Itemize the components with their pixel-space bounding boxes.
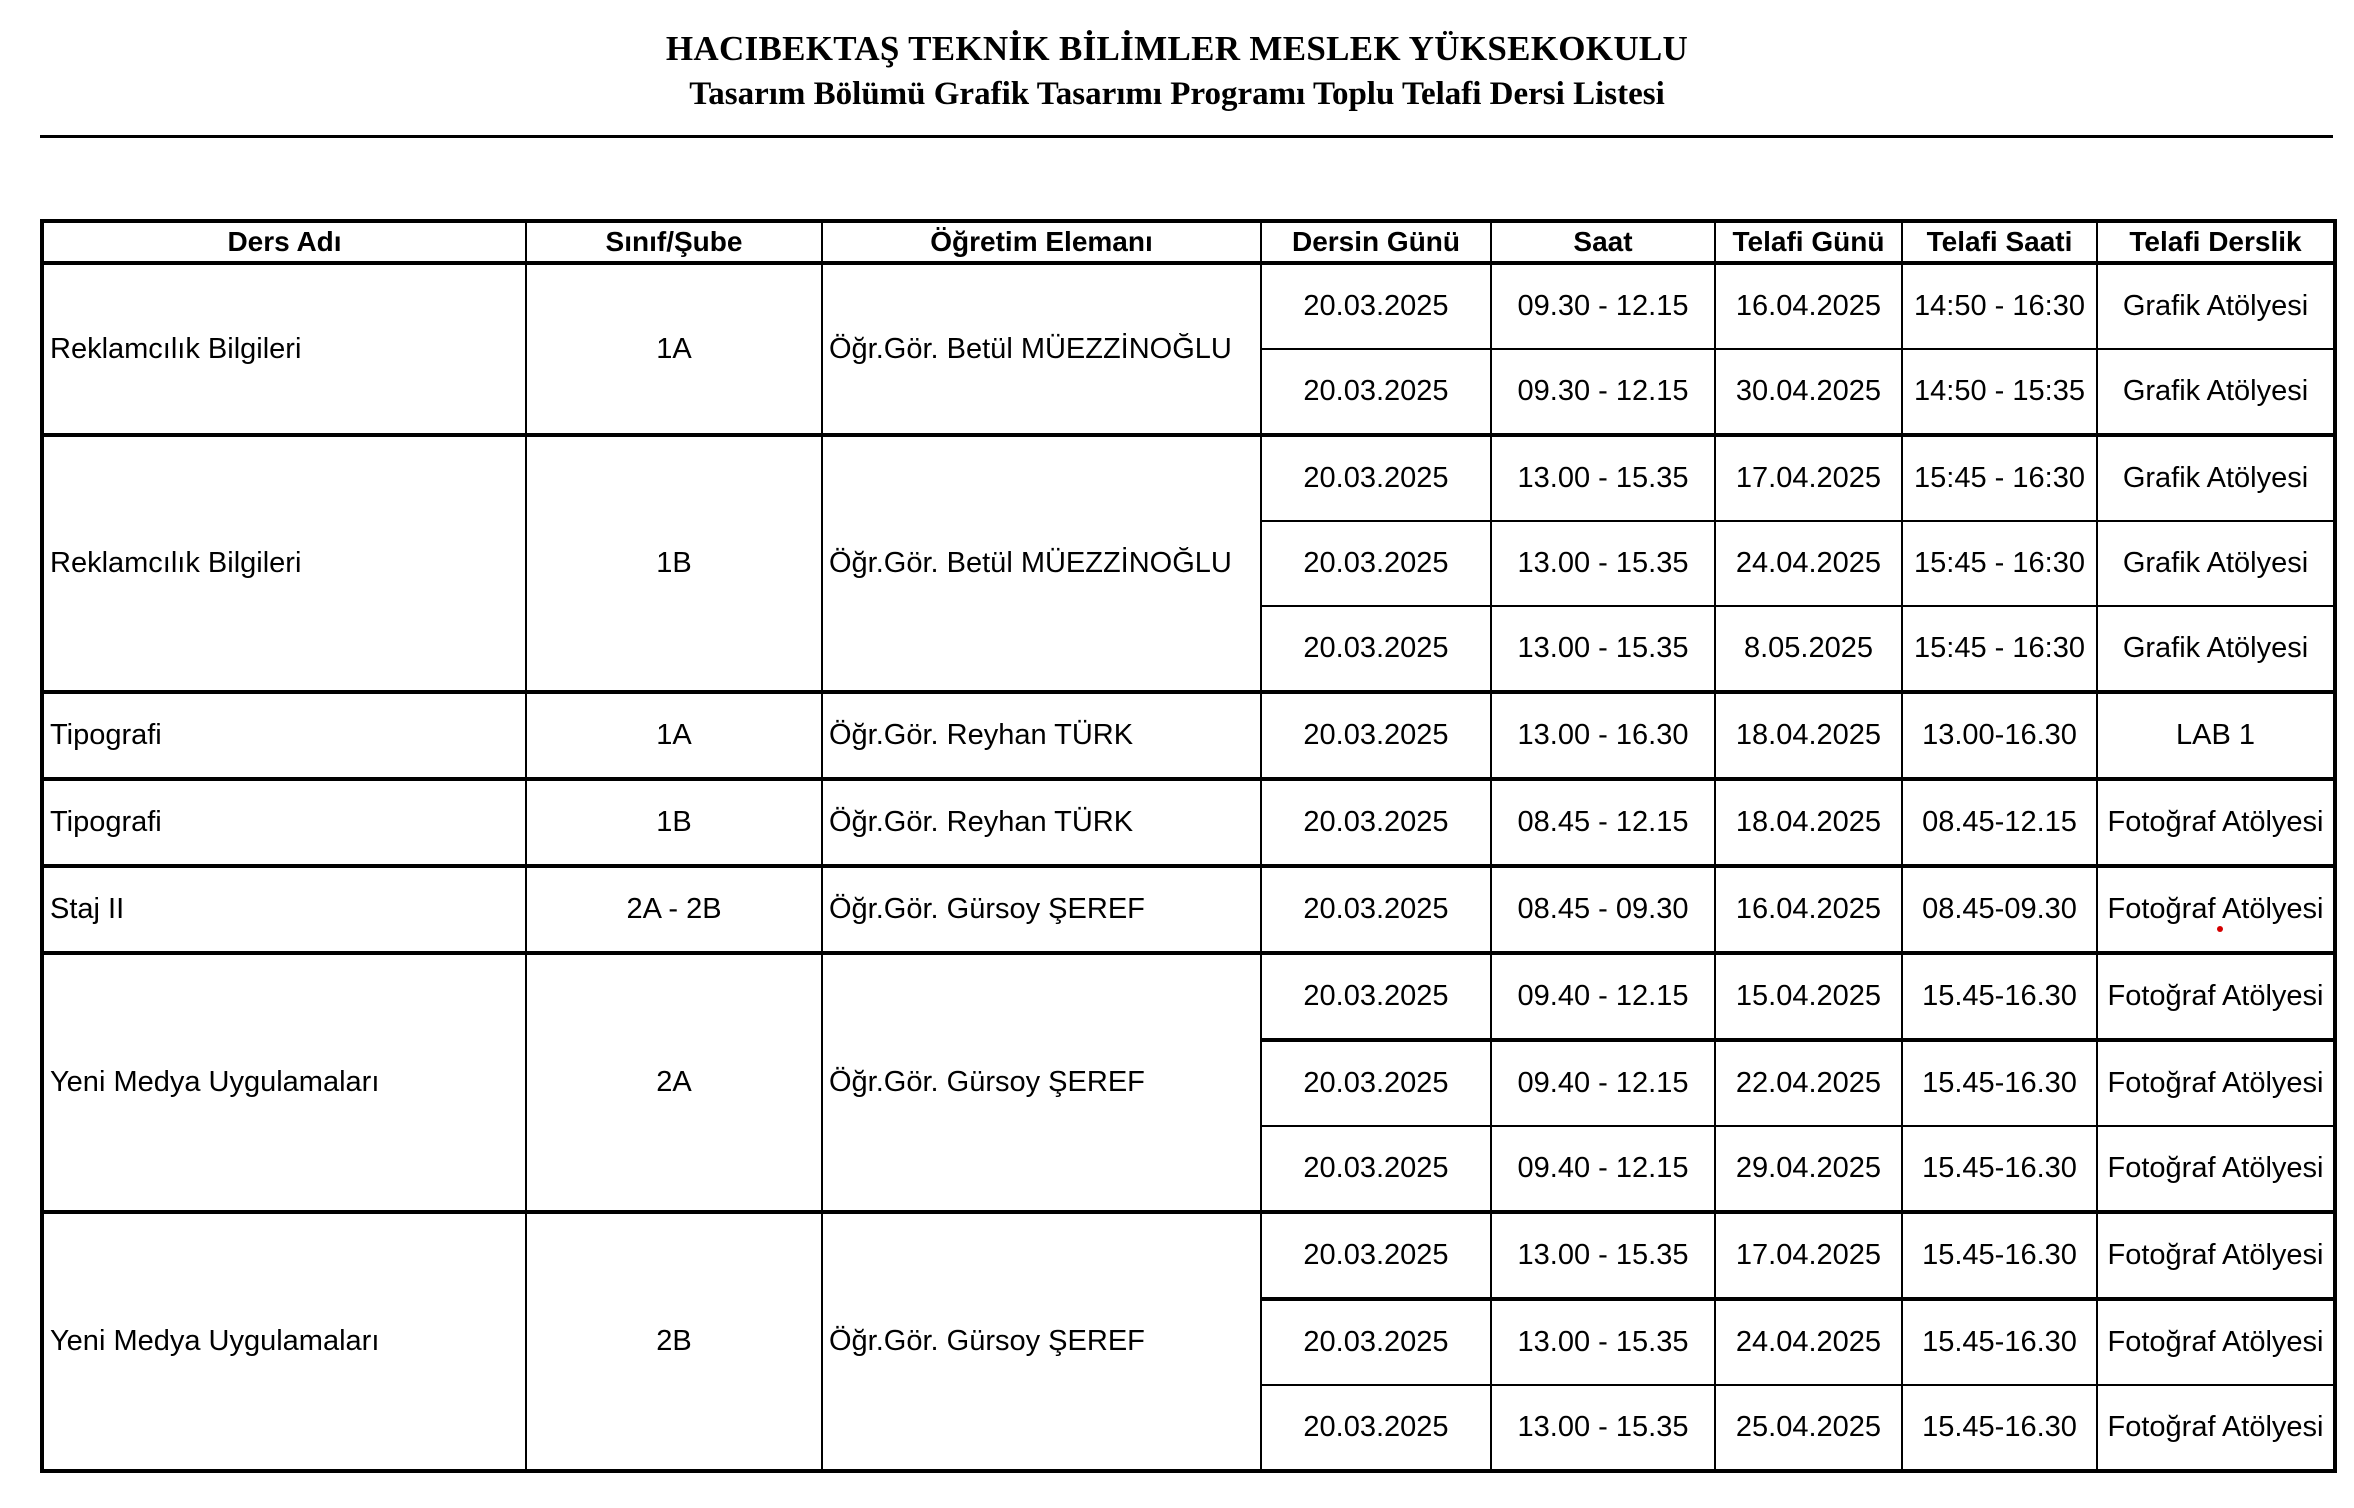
column-header-dersin-gunu: Dersin Günü [1261,221,1491,263]
column-header-telafi-derslik: Telafi Derslik [2097,221,2335,263]
red-dot-mark [2217,926,2223,932]
cell-telafi-saati: 15:45 - 16:30 [1902,435,2097,521]
table-row [42,953,2335,1040]
cell-telafi-derslik: Fotoğraf Atölyesi [2097,866,2335,953]
cell-telafi-derslik: Fotoğraf Atölyesi [2097,1040,2335,1126]
table-row [42,435,2335,521]
column-header-ogretim-elemani: Öğretim Elemanı [822,221,1261,263]
cell-telafi-derslik: Fotoğraf Atölyesi [2097,1299,2335,1385]
cell-ogretim-elemani: Öğr.Gör. Gürsoy ŞEREF [822,1212,1261,1471]
table-row [42,263,2335,349]
cell-dersin-gunu: 20.03.2025 [1261,349,1491,435]
cell-dersin-gunu: 20.03.2025 [1261,1299,1491,1385]
cell-dersin-gunu: 20.03.2025 [1261,606,1491,692]
cell-telafi-derslik: Grafik Atölyesi [2097,606,2335,692]
cell-telafi-derslik: Fotoğraf Atölyesi [2097,1126,2335,1212]
cell-telafi-saati: 14:50 - 15:35 [1902,349,2097,435]
cell-telafi-gunu: 24.04.2025 [1715,1299,1902,1385]
cell-saat: 13.00 - 15.35 [1491,1299,1715,1385]
cell-sinif-sube: 1B [526,435,822,692]
cell-saat: 09.40 - 12.15 [1491,1040,1715,1126]
cell-ders-adi: Reklamcılık Bilgileri [42,435,526,692]
cell-saat: 13.00 - 15.35 [1491,1212,1715,1299]
cell-sinif-sube: 2B [526,1212,822,1471]
cell-telafi-saati: 15.45-16.30 [1902,1040,2097,1126]
cell-ders-adi: Tipografi [42,692,526,779]
column-header-ders-adi: Ders Adı [42,221,526,263]
cell-saat: 09.40 - 12.15 [1491,953,1715,1040]
cell-saat: 13.00 - 15.35 [1491,1385,1715,1471]
cell-telafi-saati: 08.45-12.15 [1902,779,2097,866]
cell-telafi-gunu: 29.04.2025 [1715,1126,1902,1212]
cell-telafi-gunu: 18.04.2025 [1715,692,1902,779]
cell-telafi-derslik: Fotoğraf Atölyesi [2097,1212,2335,1299]
column-header-telafi-gunu: Telafi Günü [1715,221,1902,263]
cell-ogretim-elemani: Öğr.Gör. Gürsoy ŞEREF [822,866,1261,953]
cell-dersin-gunu: 20.03.2025 [1261,953,1491,1040]
cell-dersin-gunu: 20.03.2025 [1261,1040,1491,1126]
cell-dersin-gunu: 20.03.2025 [1261,692,1491,779]
cell-telafi-saati: 15.45-16.30 [1902,1212,2097,1299]
cell-telafi-saati: 15.45-16.30 [1902,953,2097,1040]
table-row [42,866,2335,953]
cell-dersin-gunu: 20.03.2025 [1261,1126,1491,1212]
document-subtitle: Tasarım Bölümü Grafik Tasarımı Programı Toplu Telafi Dersi Listesi [689,76,1665,112]
cell-telafi-saati: 08.45-09.30 [1902,866,2097,953]
cell-telafi-saati: 15:45 - 16:30 [1902,521,2097,606]
cell-ogretim-elemani: Öğr.Gör. Betül MÜEZZİNOĞLU [822,435,1261,692]
cell-saat: 13.00 - 15.35 [1491,521,1715,606]
cell-ders-adi: Reklamcılık Bilgileri [42,263,526,435]
column-header-sinif-sube: Sınıf/Şube [526,221,822,263]
cell-saat: 09.30 - 12.15 [1491,263,1715,349]
cell-sinif-sube: 1A [526,263,822,435]
cell-telafi-derslik: Grafik Atölyesi [2097,349,2335,435]
table-body [42,263,2335,1471]
cell-saat: 13.00 - 16.30 [1491,692,1715,779]
cell-telafi-derslik: Fotoğraf Atölyesi [2097,779,2335,866]
column-header-saat: Saat [1491,221,1715,263]
cell-telafi-saati: 13.00-16.30 [1902,692,2097,779]
table-row [42,1212,2335,1299]
cell-ogretim-elemani: Öğr.Gör. Betül MÜEZZİNOĞLU [822,263,1261,435]
cell-telafi-saati: 15.45-16.30 [1902,1385,2097,1471]
cell-telafi-derslik: Fotoğraf Atölyesi [2097,953,2335,1040]
cell-ogretim-elemani: Öğr.Gör. Gürsoy ŞEREF [822,953,1261,1212]
cell-saat: 09.30 - 12.15 [1491,349,1715,435]
cell-telafi-gunu: 25.04.2025 [1715,1385,1902,1471]
cell-dersin-gunu: 20.03.2025 [1261,1385,1491,1471]
cell-saat: 13.00 - 15.35 [1491,435,1715,521]
header-divider [40,135,2333,138]
cell-saat: 09.40 - 12.15 [1491,1126,1715,1212]
document-header [0,26,2354,116]
cell-saat: 08.45 - 12.15 [1491,779,1715,866]
cell-telafi-gunu: 16.04.2025 [1715,263,1902,349]
cell-telafi-saati: 15.45-16.30 [1902,1126,2097,1212]
cell-telafi-derslik: LAB 1 [2097,692,2335,779]
cell-sinif-sube: 2A - 2B [526,866,822,953]
cell-telafi-gunu: 17.04.2025 [1715,1212,1902,1299]
cell-sinif-sube: 1A [526,692,822,779]
cell-telafi-derslik: Grafik Atölyesi [2097,263,2335,349]
cell-ogretim-elemani: Öğr.Gör. Reyhan TÜRK [822,692,1261,779]
cell-ders-adi: Yeni Medya Uygulamaları [42,1212,526,1471]
cell-telafi-gunu: 30.04.2025 [1715,349,1902,435]
cell-telafi-derslik: Grafik Atölyesi [2097,521,2335,606]
cell-dersin-gunu: 20.03.2025 [1261,866,1491,953]
cell-telafi-gunu: 22.04.2025 [1715,1040,1902,1126]
cell-saat: 13.00 - 15.35 [1491,606,1715,692]
cell-sinif-sube: 2A [526,953,822,1212]
cell-telafi-saati: 15.45-16.30 [1902,1299,2097,1385]
table-row [42,779,2335,866]
cell-telafi-gunu: 15.04.2025 [1715,953,1902,1040]
cell-sinif-sube: 1B [526,779,822,866]
cell-telafi-saati: 14:50 - 16:30 [1902,263,2097,349]
cell-telafi-saati: 15:45 - 16:30 [1902,606,2097,692]
cell-telafi-derslik: Grafik Atölyesi [2097,435,2335,521]
cell-dersin-gunu: 20.03.2025 [1261,1212,1491,1299]
cell-ders-adi: Staj II [42,866,526,953]
cell-telafi-gunu: 17.04.2025 [1715,435,1902,521]
table-header-row [42,221,2335,263]
column-header-telafi-saati: Telafi Saati [1902,221,2097,263]
cell-dersin-gunu: 20.03.2025 [1261,263,1491,349]
cell-saat: 08.45 - 09.30 [1491,866,1715,953]
cell-ogretim-elemani: Öğr.Gör. Reyhan TÜRK [822,779,1261,866]
document-title: HACIBEKTAŞ TEKNİK BİLİMLER MESLEK YÜKSEKOKULU [665,29,1689,68]
cell-dersin-gunu: 20.03.2025 [1261,779,1491,866]
cell-telafi-gunu: 18.04.2025 [1715,779,1902,866]
cell-dersin-gunu: 20.03.2025 [1261,521,1491,606]
cell-telafi-gunu: 8.05.2025 [1715,606,1902,692]
cell-telafi-gunu: 16.04.2025 [1715,866,1902,953]
cell-ders-adi: Tipografi [42,779,526,866]
cell-dersin-gunu: 20.03.2025 [1261,435,1491,521]
table-row [42,692,2335,779]
makeup-lessons-table [40,219,2337,1473]
cell-ders-adi: Yeni Medya Uygulamaları [42,953,526,1212]
cell-telafi-derslik: Fotoğraf Atölyesi [2097,1385,2335,1471]
cell-telafi-gunu: 24.04.2025 [1715,521,1902,606]
